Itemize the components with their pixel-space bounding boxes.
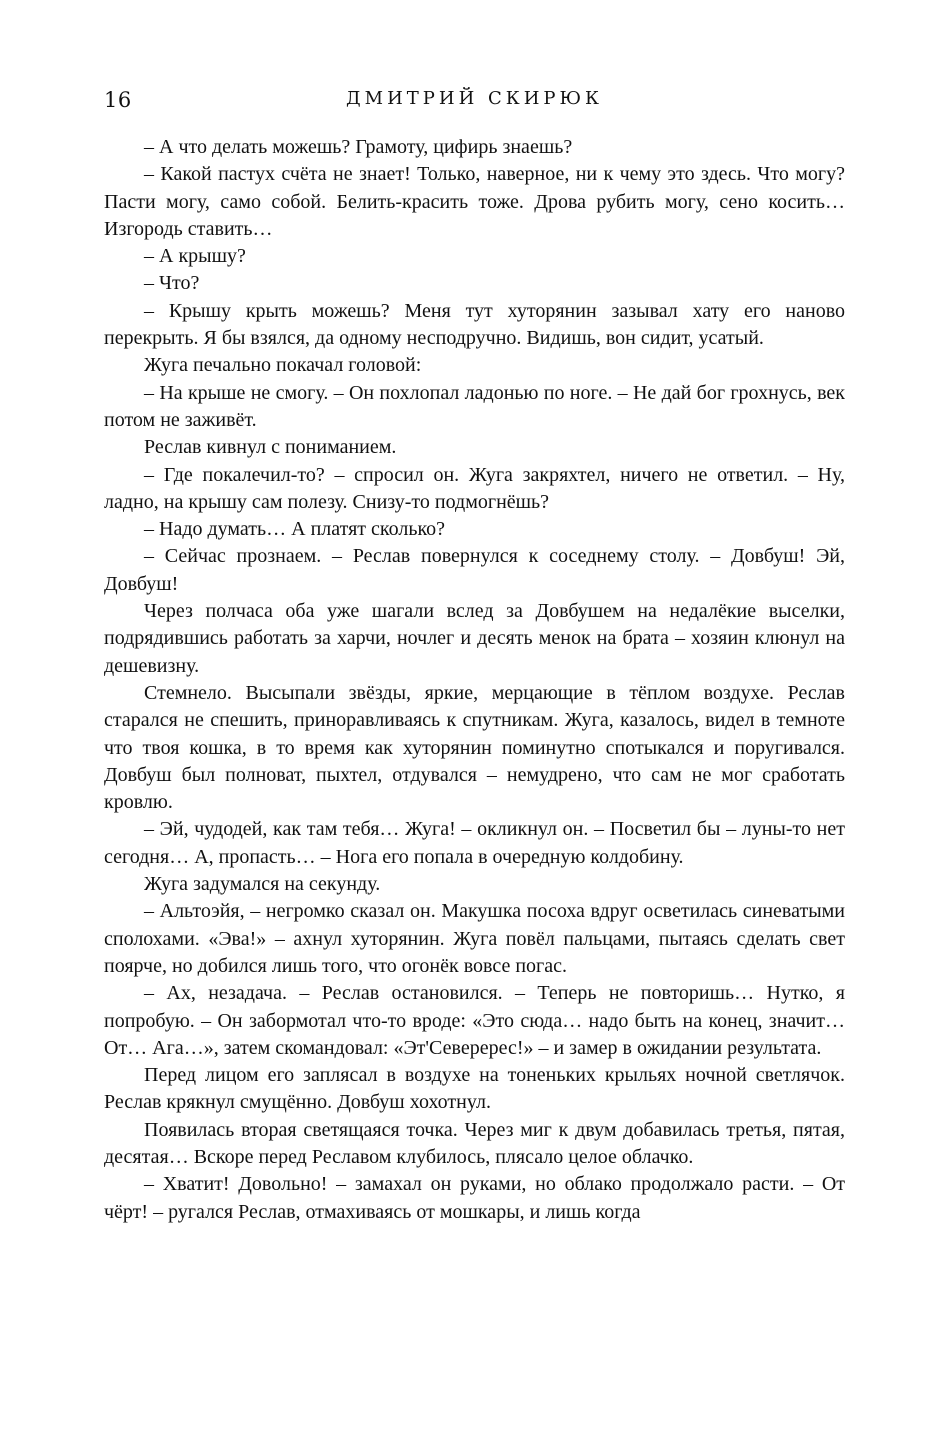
paragraph: – Какой пастух счёта не знает! Только, наверное, ни к чему это здесь. Что могу? Пасти могу, само собой. Белить-красить тоже. Дрова рубить могу, сено косить… Изгородь ставить…	[104, 163, 845, 240]
paragraph: Реслав кивнул с пониманием.	[144, 436, 397, 459]
paragraph: – Альтоэйя, – негромко сказал он. Макушка посоха вдруг осветилась синеватыми сполохами. «Эва!» – ахнул хуторянин. Жуга повёл пальцами, пытаясь сделать свет поярче, но добился лишь того, что огонёк вовсе погас.	[104, 900, 845, 977]
page-header	[104, 86, 845, 120]
paragraph: Через полчаса оба уже шагали вслед за Довбушем на недалёкие выселки, подрядившись работать за харчи, ночлег и десять менок на брата – хозяин клюнул на дешевизну.	[104, 600, 845, 677]
paragraph: – Эй, чудодей, как там тебя… Жуга! – окликнул он. – Посветил бы – луны-то нет сегодня… А, пропасть… – Нога его попала в очередную колдобину.	[104, 818, 845, 868]
paragraph: – Крышу крыть можешь? Меня тут хуторянин зазывал хату его наново перекрыть. Я бы взялся, да одному несподручно. Видишь, вон сидит, усатый.	[104, 299, 845, 350]
running-head: ДМИТРИЙ СКИРЮК	[346, 88, 603, 109]
page-body	[104, 134, 845, 1226]
paragraph: – Ах, незадача. – Реслав остановился. – Теперь не повторишь… Нутко, я попробую. – Он забормотал что-то вроде: «Это сюда… надо быть на конец, значит… От… Ага…», затем скомандовал: «Эт'Северерес!» – и замер в ожидании результата.	[104, 982, 845, 1059]
paragraph: Жуга печально покачал головой:	[144, 354, 422, 377]
paragraph: Перед лицом его заплясал в воздухе на тоненьких крыльях ночной светлячок. Реслав крякнул смущённо. Довбуш хохотнул.	[104, 1064, 845, 1114]
paragraph: Жуга задумался на секунду.	[144, 873, 381, 896]
paragraph: – Хватит! Довольно! – замахал он руками, но облако продолжало расти. – От чёрт! – ругался Реслав, отмахиваясь от мошкары, и лишь когда	[104, 1173, 845, 1223]
page-number: 16	[104, 88, 132, 112]
paragraph: – Сейчас прознаем. – Реслав повернулся к соседнему столу. – Довбуш! Эй, Довбуш!	[104, 545, 845, 595]
paragraph: – А что делать можешь? Грамоту, цифирь знаешь?	[144, 136, 573, 158]
paragraph: Появилась вторая светящаяся точка. Через миг к двум добавилась третья, пятая, десятая… Вскоре перед Реславом клубилось, плясало целое облачко.	[104, 1118, 845, 1168]
paragraph: – Где покалечил-то? – спросил он. Жуга закряхтел, ничего не ответил. – Ну, ладно, на крышу сам полезу. Снизу-то подмогнёшь?	[104, 463, 845, 513]
paragraph: – А крышу?	[144, 245, 246, 268]
paragraph: – На крыше не смогу. – Он похлопал ладонью по ноге. – Не дай бог грохнусь, век потом не заживёт.	[104, 381, 845, 431]
paragraph: – Надо думать… А платят сколько?	[144, 518, 446, 541]
paragraph: – Что?	[144, 272, 200, 295]
paragraph: Стемнело. Высыпали звёзды, яркие, мерцающие в тёплом воздухе. Реслав старался не спешить, приноравливаясь к спутникам. Жуга, казалось, видел в темноте что твоя кошка, в то время как хуторянин поминутно спотыкался и поругивался. Довбуш был полноват, пыхтел, отдувался – немудрено, что сам не мог сработать кровлю.	[104, 681, 845, 814]
